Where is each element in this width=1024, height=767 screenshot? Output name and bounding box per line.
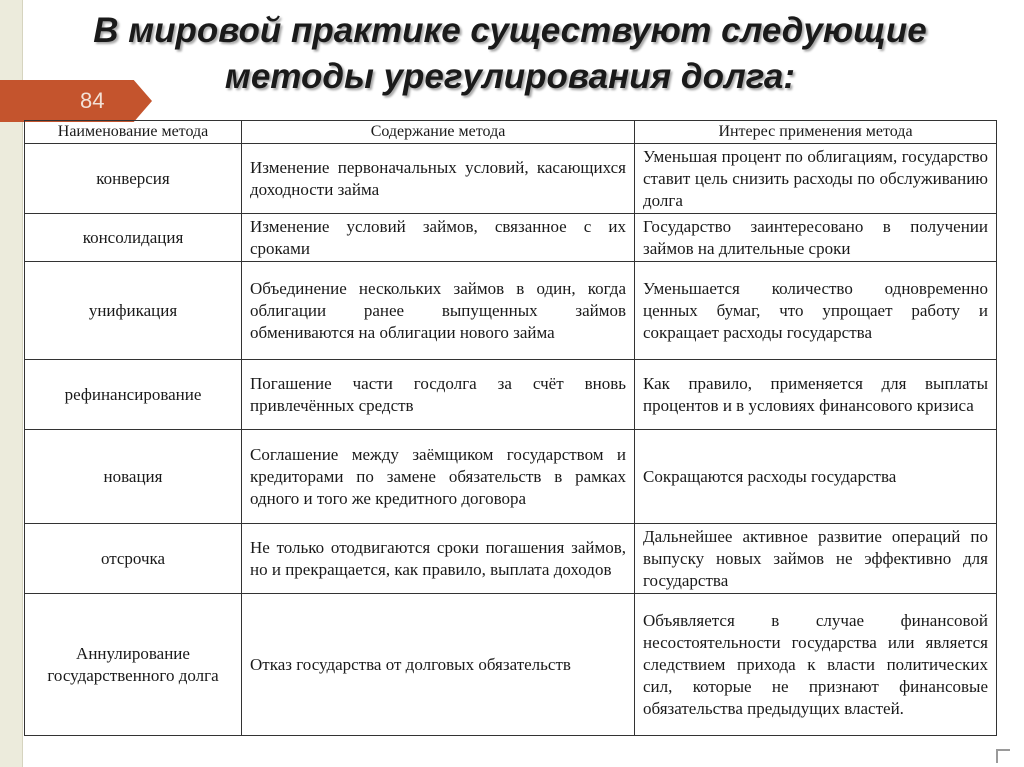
method-cell: отсрочка (25, 524, 242, 594)
interest-cell: Дальнейшее активное развитие операций по выпуску новых займов не эффективно для государства (635, 524, 997, 594)
method-cell: новация (25, 430, 242, 524)
interest-cell: Уменьшается количество одновременно ценных бумаг, что упрощает работу и сокращает расходы государства (635, 262, 997, 360)
interest-cell: Уменьшая процент по облигациям, государство ставит цель снизить расходы по обслуживанию долга (635, 144, 997, 214)
table-row (25, 360, 997, 430)
content-cell: Не только отодвигаются сроки погашения займов, но и прекращается, как правило, выплата доходов (242, 524, 635, 594)
table-row (25, 262, 997, 360)
content-cell: Изменение условий займов, связанное с их сроками (242, 214, 635, 262)
content-cell: Изменение первоначальных условий, касающихся доходности займа (242, 144, 635, 214)
table-header-row (25, 121, 997, 144)
content-cell: Отказ государства от долговых обязательств (242, 594, 635, 736)
interest-cell: Как правило, применяется для выплаты процентов и в условиях финансового кризиса (635, 360, 997, 430)
table-row (25, 430, 997, 524)
table-row (25, 144, 997, 214)
content-cell: Соглашение между заёмщиком государством и кредиторами по замене обязательств в рамках одного и того же кредитного договора (242, 430, 635, 524)
interest-cell: Объявляется в случае финансовой несостоятельности государства или является следствием прихода к власти политических сил, которые не признают финансовые обязательства предыдущих властей. (635, 594, 997, 736)
methods-table-container (24, 120, 996, 736)
table-row (25, 524, 997, 594)
method-cell: рефинансирование (25, 360, 242, 430)
page-number-tab (0, 80, 152, 122)
method-cell: унификация (25, 262, 242, 360)
slide-title: В мировой практике существуют следующие методы урегулирования долга: (93, 11, 927, 96)
header-content: Содержание метода (242, 121, 635, 144)
method-cell: консолидация (25, 214, 242, 262)
corner-decor-icon (996, 749, 1010, 763)
header-method: Наименование метода (25, 121, 242, 144)
interest-cell: Сокращаются расходы государства (635, 430, 997, 524)
header-interest: Интерес применения метода (635, 121, 997, 144)
methods-table (24, 120, 997, 736)
table-row (25, 214, 997, 262)
method-cell: Аннулирование государственного долга (25, 594, 242, 736)
table-row (25, 594, 997, 736)
method-cell: конверсия (25, 144, 242, 214)
content-cell: Объединение нескольких займов в один, когда облигации ранее выпущенных займов обмениваются на облигации нового займа (242, 262, 635, 360)
content-cell: Погашение части госдолга за счёт вновь привлечённых средств (242, 360, 635, 430)
interest-cell: Государство заинтересовано в получении займов на длительные сроки (635, 214, 997, 262)
page-number: 84 (80, 88, 105, 113)
